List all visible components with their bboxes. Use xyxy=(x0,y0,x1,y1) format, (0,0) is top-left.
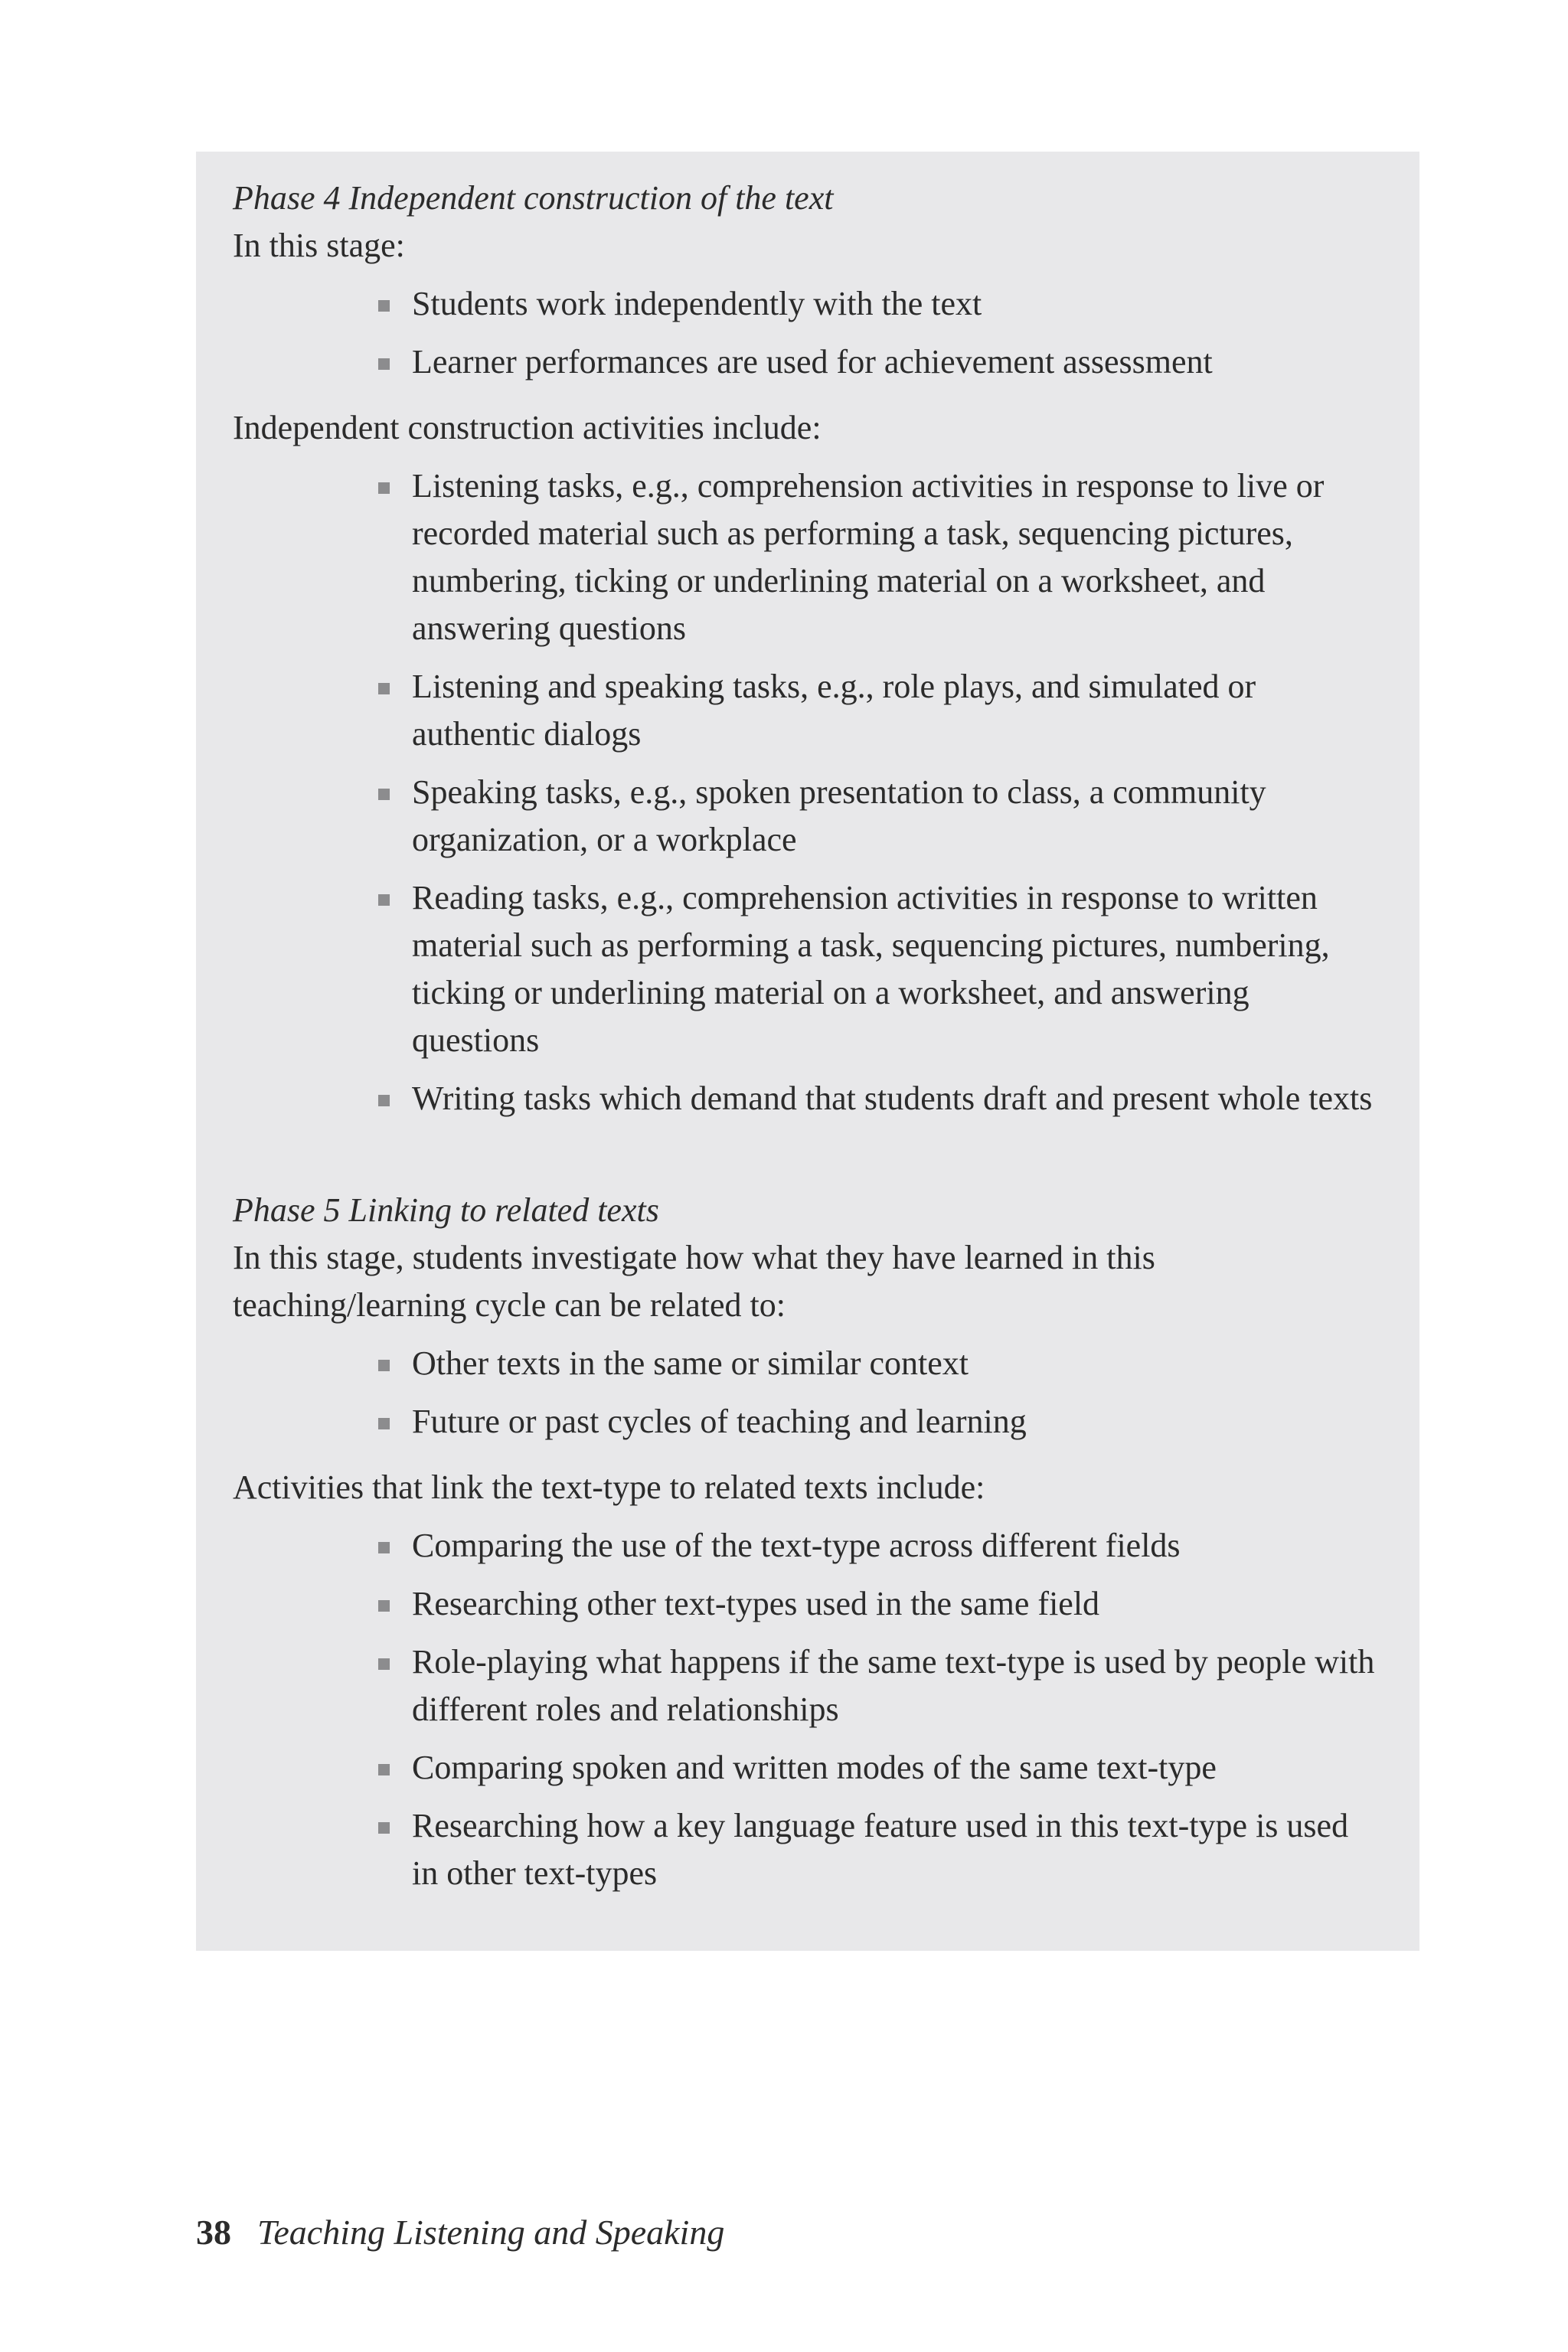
square-bullet-icon xyxy=(378,1822,390,1834)
list-item xyxy=(378,1744,1381,1792)
section-spacer xyxy=(233,1141,1381,1187)
list-item-text: Learner performances are used for achievement assessment xyxy=(412,343,1213,381)
phase-5-stage-list xyxy=(233,1340,1381,1446)
phase-4-activities-list xyxy=(233,462,1381,1122)
list-item-text: Writing tasks which demand that students draft and present whole texts xyxy=(412,1080,1373,1117)
list-item-text: Speaking tasks, e.g., spoken presentation to class, a community organization, or a workplace xyxy=(412,773,1266,858)
square-bullet-icon xyxy=(378,789,390,800)
list-item-text: Role-playing what happens if the same text-type is used by people with different roles and relationships xyxy=(412,1643,1375,1728)
list-item xyxy=(378,769,1381,864)
square-bullet-icon xyxy=(378,894,390,906)
list-item xyxy=(378,338,1381,386)
list-item-text: Other texts in the same or similar context xyxy=(412,1344,969,1382)
phase-5-heading: Phase 5 Linking to related texts xyxy=(233,1191,659,1229)
content-box xyxy=(196,152,1419,1951)
list-item-text: Researching how a key language feature used in this text-type is used in other text-types xyxy=(412,1807,1349,1892)
phase-4-heading: Phase 4 Independent construction of the text xyxy=(233,179,834,217)
list-item xyxy=(378,1580,1381,1628)
phase-5-activities-list xyxy=(233,1522,1381,1897)
list-item xyxy=(378,1398,1381,1446)
page-number: 38 xyxy=(196,2213,231,2252)
square-bullet-icon xyxy=(378,1658,390,1670)
list-item-text: Comparing the use of the text-type across different fields xyxy=(412,1527,1181,1564)
phase-4-intro: In this stage: xyxy=(233,227,405,264)
list-item-text: Reading tasks, e.g., comprehension activities in response to written material such as performing a task, sequencing pictures, numbering, ticking or underlining material on a worksheet, and answering questions xyxy=(412,879,1330,1059)
page-footer xyxy=(196,2210,724,2256)
square-bullet-icon xyxy=(378,1095,390,1106)
list-item-text: Listening tasks, e.g., comprehension activities in response to live or recorded material such as performing a task, sequencing pictures, numbering, ticking or underlining material on a worksheet, and answering questions xyxy=(412,467,1325,647)
list-item xyxy=(378,1638,1381,1733)
square-bullet-icon xyxy=(378,1360,390,1371)
list-item xyxy=(378,663,1381,758)
list-item xyxy=(378,1075,1381,1122)
list-item xyxy=(378,280,1381,328)
square-bullet-icon xyxy=(378,683,390,694)
square-bullet-icon xyxy=(378,1764,390,1775)
phase-5-activities-intro: Activities that link the text-type to related texts include: xyxy=(233,1468,985,1506)
square-bullet-icon xyxy=(378,1600,390,1612)
running-title: Teaching Listening and Speaking xyxy=(257,2213,725,2252)
square-bullet-icon xyxy=(378,1418,390,1429)
list-item xyxy=(378,1340,1381,1387)
square-bullet-icon xyxy=(378,1542,390,1553)
list-item xyxy=(378,1802,1381,1897)
list-item-text: Researching other text-types used in the same field xyxy=(412,1585,1100,1622)
list-item-text: Comparing spoken and written modes of the same text-type xyxy=(412,1749,1217,1786)
list-item xyxy=(378,1522,1381,1570)
square-bullet-icon xyxy=(378,358,390,370)
phase-4-stage-list xyxy=(233,280,1381,386)
phase-5-intro: In this stage, students investigate how what they have learned in this teaching/learning cycle can be related to: xyxy=(233,1239,1155,1324)
list-item-text: Listening and speaking tasks, e.g., role plays, and simulated or authentic dialogs xyxy=(412,668,1256,753)
list-item xyxy=(378,874,1381,1064)
square-bullet-icon xyxy=(378,482,390,494)
list-item-text: Students work independently with the text xyxy=(412,285,982,322)
list-item xyxy=(378,462,1381,652)
list-item-text: Future or past cycles of teaching and learning xyxy=(412,1403,1027,1440)
phase-4-activities-intro: Independent construction activities include: xyxy=(233,409,822,446)
square-bullet-icon xyxy=(378,300,390,312)
